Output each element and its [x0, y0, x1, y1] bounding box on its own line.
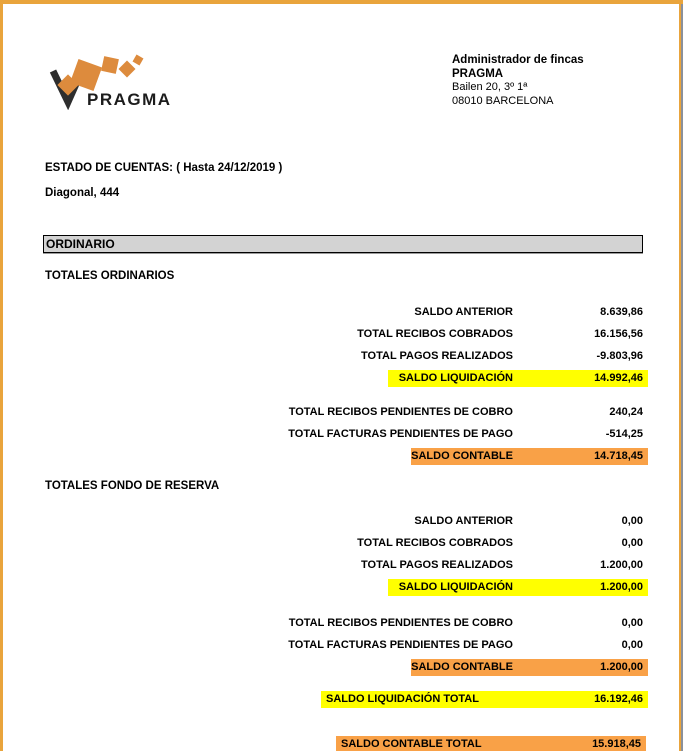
row-value: 16.156,56 — [594, 328, 643, 340]
sender-line: Bailen 20, 3º 1ª — [452, 81, 528, 93]
row-label: TOTAL PAGOS REALIZADOS — [361, 350, 513, 362]
group-title-ordinarios: TOTALES ORDINARIOS — [45, 270, 175, 282]
property-name: Diagonal, 444 — [45, 187, 120, 199]
row-label: SALDO LIQUIDACIÓN TOTAL — [326, 693, 479, 705]
statement-row — [43, 634, 648, 656]
row-value: 16.192,46 — [594, 693, 643, 705]
rows-block-reserva-contable — [43, 612, 648, 678]
row-value: 1.200,00 — [600, 661, 643, 673]
row-label: SALDO LIQUIDACIÓN — [398, 581, 513, 593]
row-label: SALDO CONTABLE TOTAL — [341, 738, 482, 750]
row-value: 240,24 — [609, 406, 643, 418]
saldo-liquidacion-highlight — [388, 370, 648, 387]
row-label: TOTAL FACTURAS PENDIENTES DE PAGO — [288, 428, 513, 440]
statement-row — [43, 323, 648, 345]
row-value: 14.992,46 — [594, 372, 643, 384]
row-value: 1.200,00 — [600, 559, 643, 571]
row-value: 8.639,86 — [600, 306, 643, 318]
saldo-contable-highlight — [411, 659, 648, 676]
statement-row — [43, 532, 648, 554]
row-value: 0,00 — [621, 639, 643, 651]
statement-row — [43, 423, 648, 445]
row-value: -9.803,96 — [596, 350, 643, 362]
rows-block-reserva-liquidacion — [43, 510, 648, 598]
statement-row — [43, 510, 648, 532]
statement-row-highlighted — [43, 367, 648, 389]
statement-title: ESTADO DE CUENTAS: ( Hasta 24/12/2019 ) — [45, 162, 283, 174]
rows-block-ordinarios-contable — [43, 401, 648, 467]
saldo-liquidacion-highlight — [388, 579, 648, 596]
statement-row — [43, 612, 648, 634]
row-value: 0,00 — [621, 515, 643, 527]
row-label: TOTAL PAGOS REALIZADOS — [361, 559, 513, 571]
total-contable-row — [43, 733, 648, 751]
row-label: TOTAL RECIBOS COBRADOS — [357, 537, 513, 549]
row-label: TOTAL RECIBOS COBRADOS — [357, 328, 513, 340]
statement-row — [43, 301, 648, 323]
statement-row — [43, 554, 648, 576]
sender-line: PRAGMA — [452, 67, 504, 80]
statement-row — [43, 401, 648, 423]
statement-row-highlighted — [43, 656, 648, 678]
row-label: SALDO CONTABLE — [411, 661, 513, 673]
statement-row-highlighted — [43, 733, 648, 751]
group-title-fondo-reserva: TOTALES FONDO DE RESERVA — [45, 480, 220, 492]
row-value: 14.718,45 — [594, 450, 643, 462]
row-label: TOTAL RECIBOS PENDIENTES DE COBRO — [288, 617, 513, 629]
row-label: SALDO LIQUIDACIÓN — [398, 372, 513, 384]
row-label: TOTAL FACTURAS PENDIENTES DE PAGO — [288, 639, 513, 651]
statement-row — [43, 345, 648, 367]
row-value: 0,00 — [621, 537, 643, 549]
pragma-wordmark: PRAGMA — [87, 90, 172, 109]
sender-line: Administrador de fincas — [452, 54, 584, 66]
saldo-liquidacion-total-highlight — [321, 691, 648, 708]
row-label: SALDO CONTABLE — [411, 450, 513, 462]
statement-row-highlighted — [43, 445, 648, 467]
row-value: -514,25 — [605, 428, 643, 440]
row-label: SALDO ANTERIOR — [414, 515, 513, 527]
row-value: 15.918,45 — [592, 738, 641, 750]
total-liquidacion-row — [43, 688, 648, 710]
row-label: SALDO ANTERIOR — [414, 306, 513, 318]
sender-address-block — [452, 54, 584, 108]
saldo-contable-total-highlight — [336, 736, 646, 751]
statement-row-highlighted — [43, 688, 648, 710]
row-value: 1.200,00 — [600, 581, 643, 593]
row-label: TOTAL RECIBOS PENDIENTES DE COBRO — [288, 406, 513, 418]
pragma-logo — [49, 46, 199, 110]
sender-line: 08010 BARCELONA — [452, 94, 554, 107]
rows-block-ordinarios-liquidacion — [43, 301, 648, 389]
row-value: 0,00 — [621, 617, 643, 629]
section-bar-ordinario: ORDINARIO — [43, 235, 643, 253]
saldo-contable-highlight — [411, 448, 648, 465]
statement-row-highlighted — [43, 576, 648, 598]
